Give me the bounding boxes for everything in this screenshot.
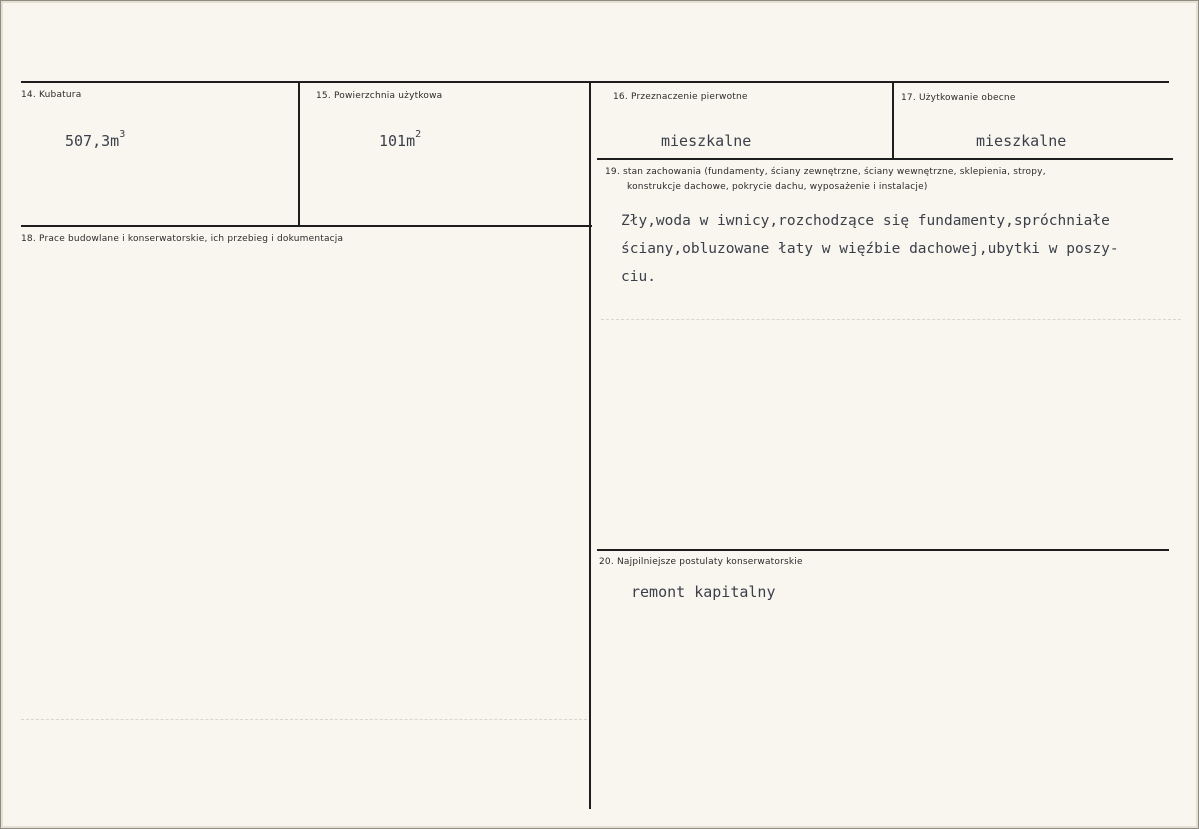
center-divider xyxy=(589,83,591,809)
rule-above-20 xyxy=(597,549,1169,551)
condition-line: Zły,woda w iwnicy,rozchodzące się fundamenty,spróchniałe xyxy=(621,213,1110,229)
volume-number: 507,3m xyxy=(65,132,120,150)
top-rule xyxy=(21,81,1169,83)
field-14-value xyxy=(65,129,125,150)
field-16-label: 16. Przeznaczenie pierwotne xyxy=(613,92,748,102)
field-19-label-line2: konstrukcje dachowe, pokrycie dachu, wyposażenie i instalacje) xyxy=(627,182,928,192)
field-16-value: mieszkalne xyxy=(661,132,752,150)
volume-exponent: 3 xyxy=(119,129,126,140)
area-exponent: 2 xyxy=(415,129,422,140)
field-18-label: 18. Prace budowlane i konserwatorskie, ich przebieg i dokumentacja xyxy=(21,234,344,244)
guide-line xyxy=(601,319,1181,320)
condition-line: ściany,obluzowane łaty w więźbie dachowej,ubytki w poszy- xyxy=(621,241,1119,257)
field-17-label: 17. Użytkowanie obecne xyxy=(901,93,1016,103)
field-17-value: mieszkalne xyxy=(976,132,1067,150)
divider-14-15 xyxy=(298,83,300,225)
divider-16-17 xyxy=(892,83,894,158)
field-14-label: 14. Kubatura xyxy=(21,90,82,100)
rule-under-16-17 xyxy=(597,158,1173,160)
guide-line xyxy=(21,719,587,720)
field-15-value xyxy=(379,129,421,150)
rule-under-14-15 xyxy=(21,225,592,227)
field-15-label: 15. Powierzchnia użytkowa xyxy=(316,91,443,101)
field-20-label: 20. Najpilniejsze postulaty konserwatorskie xyxy=(599,557,803,567)
field-19-label-line1: 19. stan zachowania (fundamenty, ściany zewnętrzne, ściany wewnętrzne, sklepienia, stropy, xyxy=(605,167,1046,177)
area-number: 101m xyxy=(379,132,416,150)
condition-line: ciu. xyxy=(621,269,656,285)
field-19-text xyxy=(621,207,1193,291)
field-20-value: remont kapitalny xyxy=(631,583,776,601)
